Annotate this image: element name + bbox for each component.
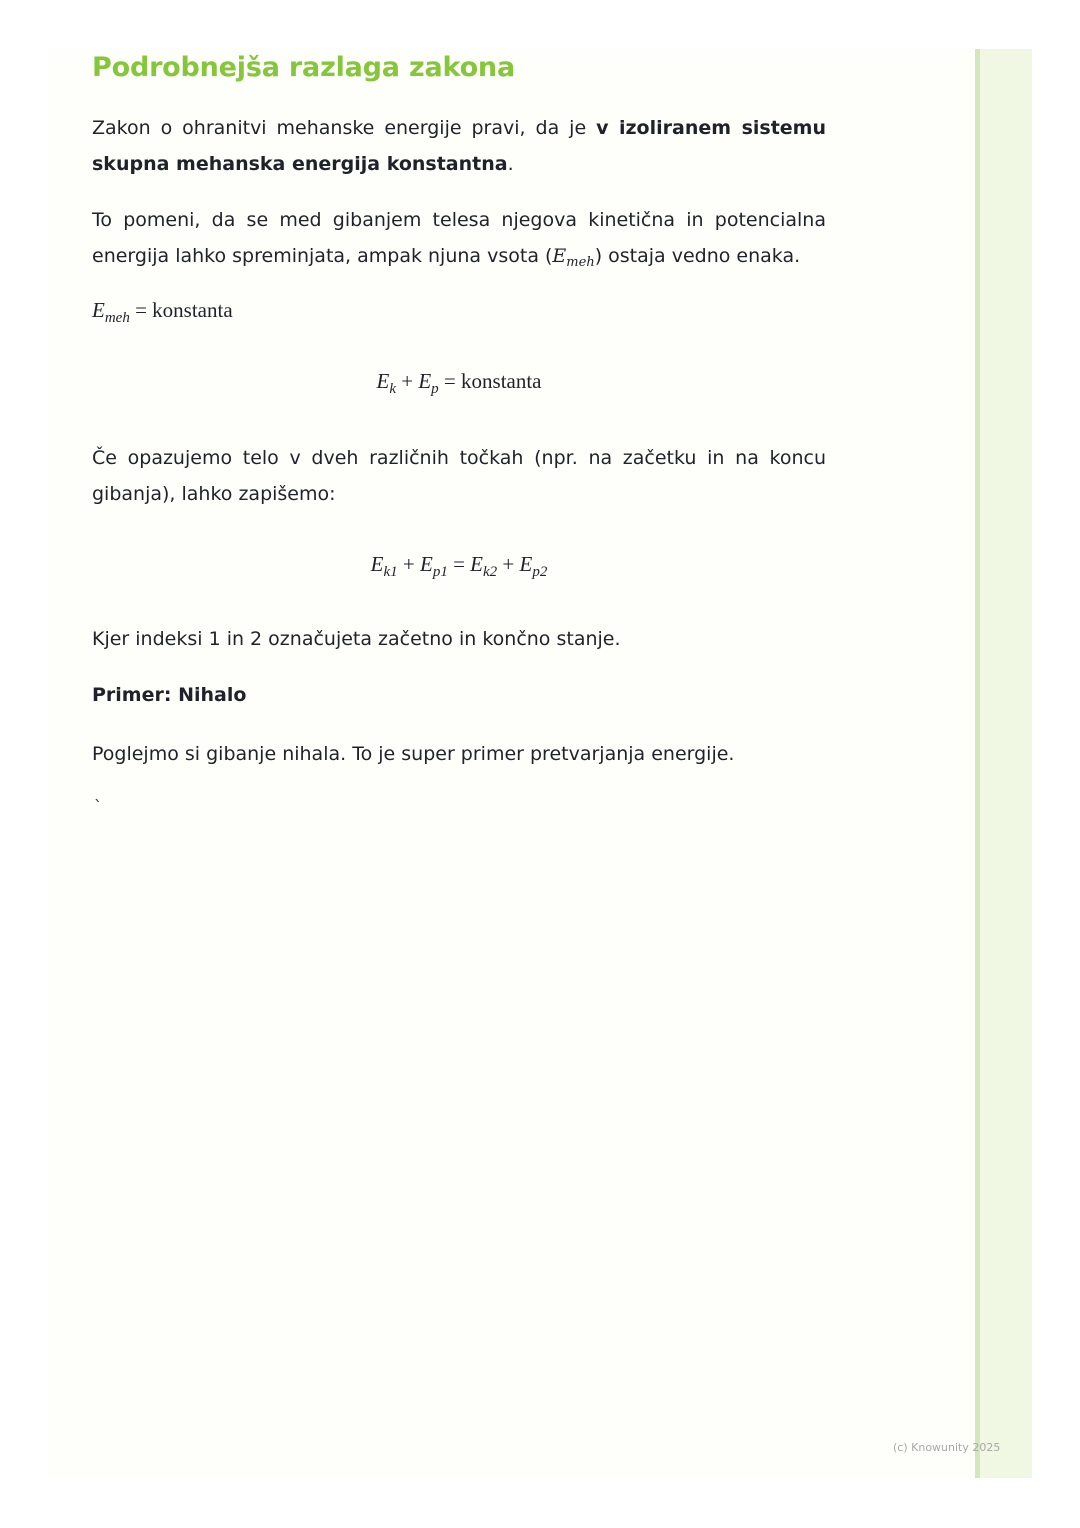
paragraph-indices: Kjer indeksi 1 in 2 označujeta začetno in končno stanje.	[92, 628, 621, 650]
paragraph-law-bold: v izoliranem sistemu skupna mehanska energija konstantna	[92, 117, 826, 175]
example-heading: Primer: Nihalo	[92, 684, 247, 706]
paragraph-law-text2: .	[507, 153, 514, 175]
paragraph-law-text1: Zakon o ohranitvi mehanske energije pravi, da je	[92, 117, 597, 139]
paragraph-meaning-text2: ) ostaja vedno enaka.	[594, 245, 801, 267]
stray-backtick: `	[94, 797, 102, 816]
equation-energy-conservation: $E_{k1} + E_{p1} = E_{k2} + E_{p2}$	[370, 552, 548, 580]
paragraph-law	[92, 110, 826, 182]
paragraph-two-points: Če opazujemo telo v dveh različnih točkah (npr. na začetku in na koncu gibanja), lahko zapišemo:	[92, 447, 826, 505]
paragraph-meaning	[92, 202, 826, 281]
sidebar-margin	[975, 49, 1032, 1478]
paragraph-pendulum: Poglejmo si gibanje nihala. To je super primer pretvarjanja energije.	[92, 743, 735, 765]
copyright-footer: (c) Knowunity 2025	[893, 1441, 1001, 1454]
section-title: Podrobnejša razlaga zakona	[92, 52, 515, 83]
inline-math-emeh: $E_{meh}$	[552, 245, 595, 270]
paragraph-meaning-text1: To pomeni, da se med gibanjem telesa njegova kinetična in potencialna energija lahko spreminjata, ampak njuna vsota (	[92, 209, 826, 267]
equation-emeh-constant: $E_{meh}$ = konstanta	[92, 298, 233, 326]
equation-ek-ep-constant: $E_k + E_p$ = konstanta	[376, 369, 542, 397]
